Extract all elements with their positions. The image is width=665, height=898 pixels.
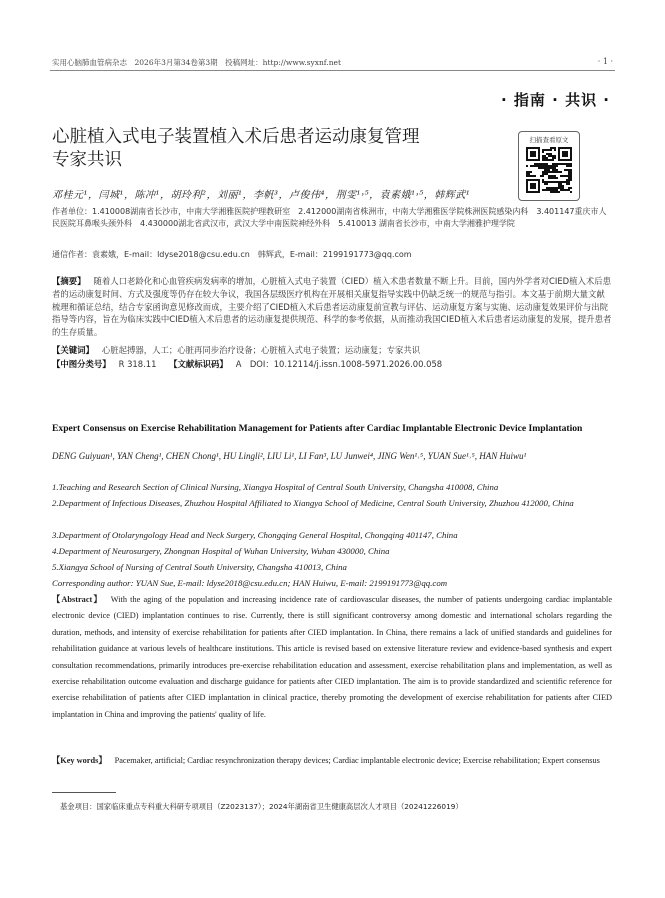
qr-label: 扫描查看原文 — [529, 136, 569, 144]
affiliations-cn: 作者单位：1.410008湖南省长沙市，中南大学湘雅医院护理教研室 2.412000湖南省株洲市，中南大学湘雅医学院株洲医院感染内科 3.401147重庆市人民医院耳鼻喉头颈外科 4.430000湖北省武汉市，武汉大学中南医院神经外科 5.410013 湖南省长沙市，中南大学湘雅护理学院 — [52, 207, 607, 229]
doc-code-value: A DOI：10.12114/j.issn.1008-5971.2026.00.058 — [235, 359, 443, 369]
english-abstract — [52, 592, 612, 723]
header-rule — [50, 70, 615, 71]
abstract-cn-label: 【摘要】 — [52, 276, 86, 286]
keywords-cn-label: 【关键词】 — [52, 345, 94, 355]
english-title: Expert Consensus on Exercise Rehabilitation Management for Patients after Cardiac Implantable Electronic Device Implantation — [52, 423, 583, 434]
english-affiliation: 2.Department of Infectious Diseases, Zhuzhou Hospital Affiliated to Xiangya School of Medicine, Central South University, Zhuzhou 412000, China — [52, 498, 574, 508]
english-keywords-label: 【Key words】 — [52, 756, 107, 765]
english-affiliation: 3.Department of Otolaryngology Head and Neck Surgery, Chongqing General Hospital, Chongqing 401147, China — [52, 530, 458, 540]
english-abstract-label: 【Abstract】 — [52, 595, 103, 604]
section-tag: · 指南 · 共识 · — [501, 91, 610, 109]
title-line: 心脏植入式电子装置植入术后患者运动康复管理 — [52, 127, 420, 147]
keywords-cn — [52, 344, 612, 356]
keywords-cn-text: 心脏起搏器，人工；心脏再同步治疗设备；心脏植入式电子装置；运动康复；专家共识 — [101, 345, 421, 355]
english-authors: DENG Guiyuan¹, YAN Cheng¹, CHEN Chong¹, HU Lingli², LIU Li¹, LI Fan³, LU Junwei⁴, JING Wen¹˒⁵, YUAN Sue¹˒⁵, HAN Huiwu¹ — [52, 451, 527, 461]
abstract-cn — [52, 275, 612, 339]
qr-code-icon — [526, 147, 572, 193]
funding-note: 基金项目：国家临床重点专科重大科研专项项目（Z2023137）；2024年湖南省卫生健康高层次人才项目（20241226019） — [60, 802, 463, 811]
english-affiliation: 1.Teaching and Research Section of Clinical Nursing, Xiangya Hospital of Central South University, Changsha 410008, China — [52, 482, 499, 492]
clc-value: R 318.11 — [118, 359, 157, 369]
english-keywords — [52, 753, 612, 769]
qr-code-box[interactable] — [518, 131, 580, 201]
doc-code-label: 【文献标识码】 — [169, 359, 228, 369]
english-affiliation: 5.Xiangya School of Nursing of Central South University, Changsha 410013, China — [52, 562, 347, 572]
article-title — [52, 126, 492, 172]
corresponding-author-cn: 通信作者：袁素娥，E-mail：ldyse2018@csu.edu.cn 韩辉武，E-mail：2199191773@qq.com — [52, 250, 412, 259]
author-list: 邓桂元¹，闫城¹，陈冲¹，胡玲利²，刘丽¹，李帆³，卢俊伟⁴，荆雯¹˒⁵，袁素娥¹˒⁵，韩辉武¹ — [52, 190, 471, 201]
page-number: · 1 · — [597, 57, 613, 66]
english-affiliation: 4.Department of Neurosurgery, Zhongnan Hospital of Wuhan University, Wuhan 430000, China — [52, 546, 390, 556]
english-keywords-text: Pacemaker, artificial; Cardiac resynchronization therapy devices; Cardiac implantable electronic device; Exercise rehabilitation; Expert consensus — [114, 756, 600, 765]
clc-label: 【中图分类号】 — [52, 359, 111, 369]
running-head: 实用心脑肺血管病杂志 2026年3月第34卷第3期 投稿网址：http://www.syxnf.net — [52, 58, 341, 67]
classification-line — [52, 358, 612, 370]
title-line: 专家共识 — [52, 150, 122, 170]
english-corresponding-author: Corresponding author: YUAN Sue, E-mail: ldyse2018@csu.edu.cn; HAN Huiwu, E-mail: 2199191773@qq.com — [52, 578, 448, 588]
english-abstract-text: With the aging of the population and increasing incidence rate of cardiovascular diseases, the number of patients undergoing cardiac implantable electronic device (CIED) implantation continues to rise. Currently, there is still significant controversy among domestic and international scholars regarding the duration, methods, and intensity of exercise rehabilitation for patients after CIED implantation. In China, there remains a lack of unified standards and guidelines for rehabilitation guidance at various levels of healthcare institutions. This article is revised based on extensive literature review and evidence-based synthesis and expert consultation recommendations, primarily introduces pre-exercise rehabilitation education and assessment, exercise rehabilitation plans and implementation, as well as exercise rehabilitation outcome evaluation and discharge guidance for patients after CIED implantation. The aim is to provide standardized and scientific reference for exercise rehabilitation of patients after CIED implantation in clinical practice, thereby promoting the development of exercise rehabilitation for patients after CIED implantation in China and improving the patients' quality of life. — [52, 595, 612, 719]
footnote-rule — [52, 792, 116, 793]
abstract-cn-text: 随着人口老龄化和心血管疾病发病率的增加，心脏植入式电子装置（CIED）植入术患者数量不断上升。目前，国内外学者对CIED植入术后患者的运动康复时间、方式及强度等仍存在较大争议，我国各层级医疗机构在开展相关康复指导实践中仍缺乏统一的规范与指引。本文基于前期大量文献梳理和循证总结，结合专家函询意见修改而成，主要介绍了CIED植入术后患者运动康复前宣教与评估、运动康复方案与实施、运动康复效果评价与出院指导等内容，旨在为临床实践中CIED植入术后患者的运动康复提供规范、科学的参考依据，从而推动我国CIED植入术后患者运动康复的发展，提升患者的生存质量。 — [52, 276, 612, 338]
